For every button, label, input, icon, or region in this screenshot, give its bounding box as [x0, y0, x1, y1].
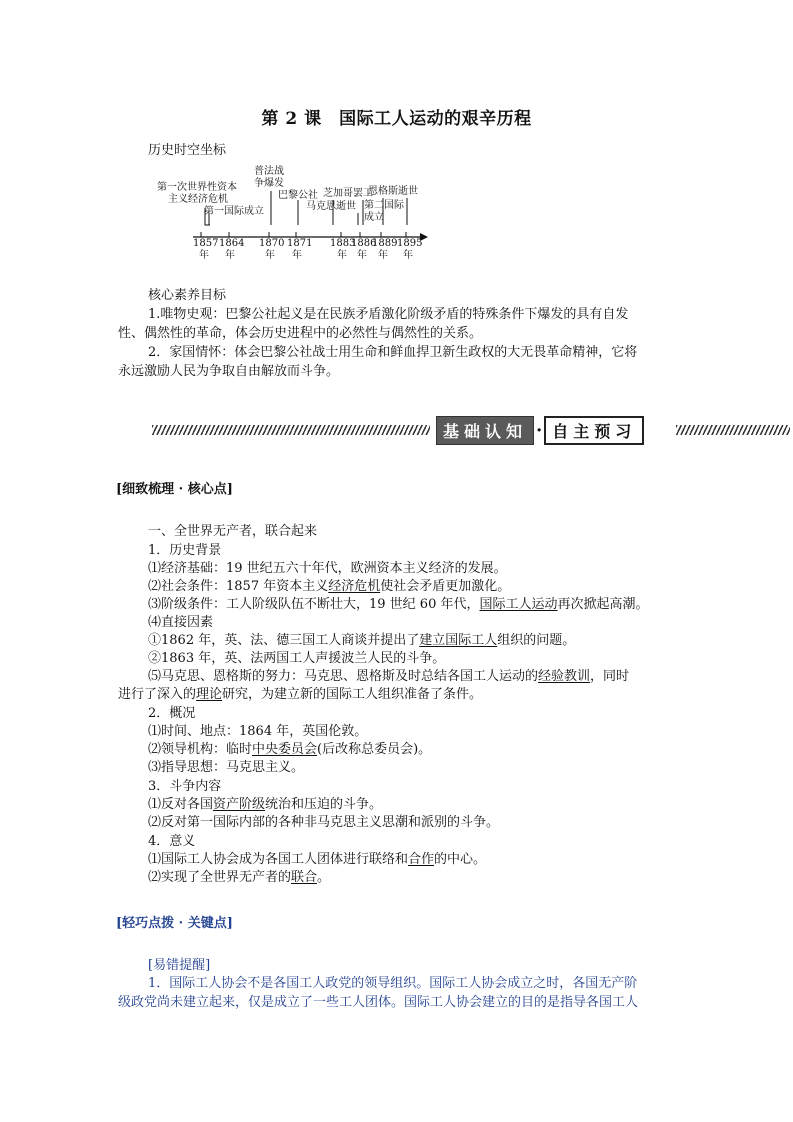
underlined-answer: 理论: [196, 687, 223, 702]
section-banner: [436, 416, 644, 444]
s1-y2: [148, 868, 330, 887]
banner-hatch-left: [152, 425, 430, 435]
underlined-answer: 联合: [291, 870, 318, 885]
year-suffix: 年: [225, 250, 235, 261]
underlined-answer: 国际工人运动: [479, 597, 558, 612]
s1-g1: ⑴时间、地点：1864 年，英国伦敦。: [148, 724, 368, 739]
s1-line7: [148, 667, 629, 686]
s1-y1: [148, 850, 486, 869]
banner-hatch-right: [676, 425, 790, 435]
year-1864: 1864: [219, 238, 245, 249]
text: ①1862 年，英、法、德三国工人商谈并提出了: [148, 633, 420, 648]
text: ⑴国际工人协会成为各国工人团体进行联络和: [148, 852, 409, 867]
timeline-heading: 历史时空坐标: [148, 143, 227, 158]
event-first-international: 第一国际成立: [204, 206, 264, 217]
event-engels-death: 恩格斯逝世: [368, 186, 418, 197]
text: ⑵实现了全世界无产者的: [148, 870, 292, 885]
year-suffix: 年: [378, 250, 388, 261]
event-franco-prussian-2: 争爆发: [254, 178, 284, 189]
core-item1-line2: 性、偶然性的革命，体会历史进程中的必然性与偶然性的关系。: [118, 326, 483, 341]
s1-d1: [148, 795, 382, 814]
year-suffix: 年: [199, 250, 209, 261]
text: 进行了深入的: [118, 687, 197, 702]
section1-heading: [细致梳理 · 核心点]: [116, 482, 233, 497]
underlined-answer: 合作: [408, 852, 435, 867]
underlined-answer: 经验教训: [538, 669, 591, 684]
banner-dot: ·: [536, 419, 543, 441]
event-second-international: 第二国际: [364, 200, 404, 211]
text: ，同时: [590, 669, 630, 684]
s2-p2: 级政党尚未建立起来，仅是成立了一些工人团体。国际工人协会建立的目的是指导各国工人: [118, 995, 639, 1010]
s1-h1: 一、全世界无产者，联合起来: [148, 524, 318, 539]
s1-significance: 4．意义: [148, 834, 196, 849]
text: (后改称总委员会)。: [317, 742, 432, 757]
event-marx-death: 马克思逝世: [306, 201, 356, 212]
s1-d2: ⑵反对第一国际内部的各种非马克思主义思潮和派别的斗争。: [148, 815, 500, 830]
underlined-answer: 中央委员会: [252, 742, 318, 757]
s1-line3: [148, 595, 649, 614]
s1-line8: [118, 685, 482, 704]
text: ⑶阶级条件：工人阶级队伍不断壮大，19 世纪 60 年代，: [148, 597, 480, 612]
year-1883: 1883: [330, 238, 356, 249]
year-suffix: 年: [357, 250, 367, 261]
s1-line6: ②1863 年，英、法两国工人声援波兰人民的斗争。: [148, 651, 446, 666]
text: 再次掀起高潮。: [557, 597, 649, 612]
timeline-diagram: [0, 0, 793, 270]
s1-g2: [148, 740, 431, 759]
s1-line4: ⑷直接因素: [148, 615, 214, 630]
s1-struggle: 3．斗争内容: [148, 779, 222, 794]
core-item2-line2: 永远激励人民为争取自由解放而斗争。: [118, 364, 340, 379]
year-1871: 1871: [287, 238, 313, 249]
year-suffix: 年: [292, 250, 302, 261]
event-paris-commune: 巴黎公社: [278, 190, 318, 201]
s1-line2: [148, 577, 510, 596]
text: ⑵领导机构：临时: [148, 742, 253, 757]
page-title: 第 2 课 国际工人运动的艰辛历程: [261, 109, 532, 129]
text: ⑸马克思、恩格斯的努力：马克思、恩格斯及时总结各国工人运动的: [148, 669, 539, 684]
year-1886: 1886: [351, 238, 377, 249]
year-1889: 1889: [372, 238, 398, 249]
text: 。: [317, 870, 331, 885]
text: 研究，为建立新的国际工人组织准备了条件。: [222, 687, 483, 702]
event-second-international-2: 成立: [364, 212, 384, 223]
s1-line5: [148, 631, 575, 650]
underlined-answer: 经济危机: [328, 579, 381, 594]
underlined-answer: 资产阶级: [213, 797, 266, 812]
year-suffix: 年: [403, 250, 413, 261]
core-item2-line1: 2．家国情怀：体会巴黎公社战士用生命和鲜血捍卫新生政权的大无畏革命精神，它将: [148, 345, 638, 360]
timeline-axis: [0, 0, 793, 270]
year-1895: 1895: [397, 238, 423, 249]
banner-part2: 自主预习: [544, 416, 644, 445]
event-franco-prussian: 普法战: [254, 166, 284, 177]
core-item1-line1: 1.唯物史观：巴黎公社起义是在民族矛盾激化阶级矛盾的特殊条件下爆发的具有自发: [148, 307, 629, 322]
core-heading: 核心素养目标: [148, 288, 227, 303]
s1-background: 1．历史背景: [148, 543, 222, 558]
text: 使社会矛盾更加激化。: [380, 579, 511, 594]
s1-g3: ⑶指导思想：马克思主义。: [148, 760, 305, 775]
event-crisis: 第一次世界性资本: [157, 182, 237, 193]
text: 的中心。: [434, 852, 487, 867]
section2-heading: [轻巧点拨 · 关键点]: [116, 916, 233, 931]
s2-p1: 1．国际工人协会不是各国工人政党的领导组织。国际工人协会成立之时，各国无产阶: [148, 976, 638, 991]
year-suffix: 年: [265, 250, 275, 261]
s1-overview: 2．概况: [148, 706, 196, 721]
s1-line1: ⑴经济基础：19 世纪五六十年代，欧洲资本主义经济的发展。: [148, 561, 507, 576]
banner-part1: 基础认知: [436, 416, 534, 445]
event-crisis-2: 主义经济危机: [168, 194, 228, 205]
s2-subheading: [易错提醒]: [148, 958, 211, 973]
event-chicago-strike: 芝加哥罢工: [323, 188, 373, 199]
text: 统治和压迫的斗争。: [265, 797, 383, 812]
year-suffix: 年: [337, 250, 347, 261]
year-1857: 1857: [193, 238, 219, 249]
text: 组织的问题。: [497, 633, 576, 648]
underlined-answer: 建立国际工人: [419, 633, 498, 648]
text: ⑵社会条件：1857 年资本主义: [148, 579, 329, 594]
text: ⑴反对各国: [148, 797, 214, 812]
year-1870: 1870: [259, 238, 285, 249]
